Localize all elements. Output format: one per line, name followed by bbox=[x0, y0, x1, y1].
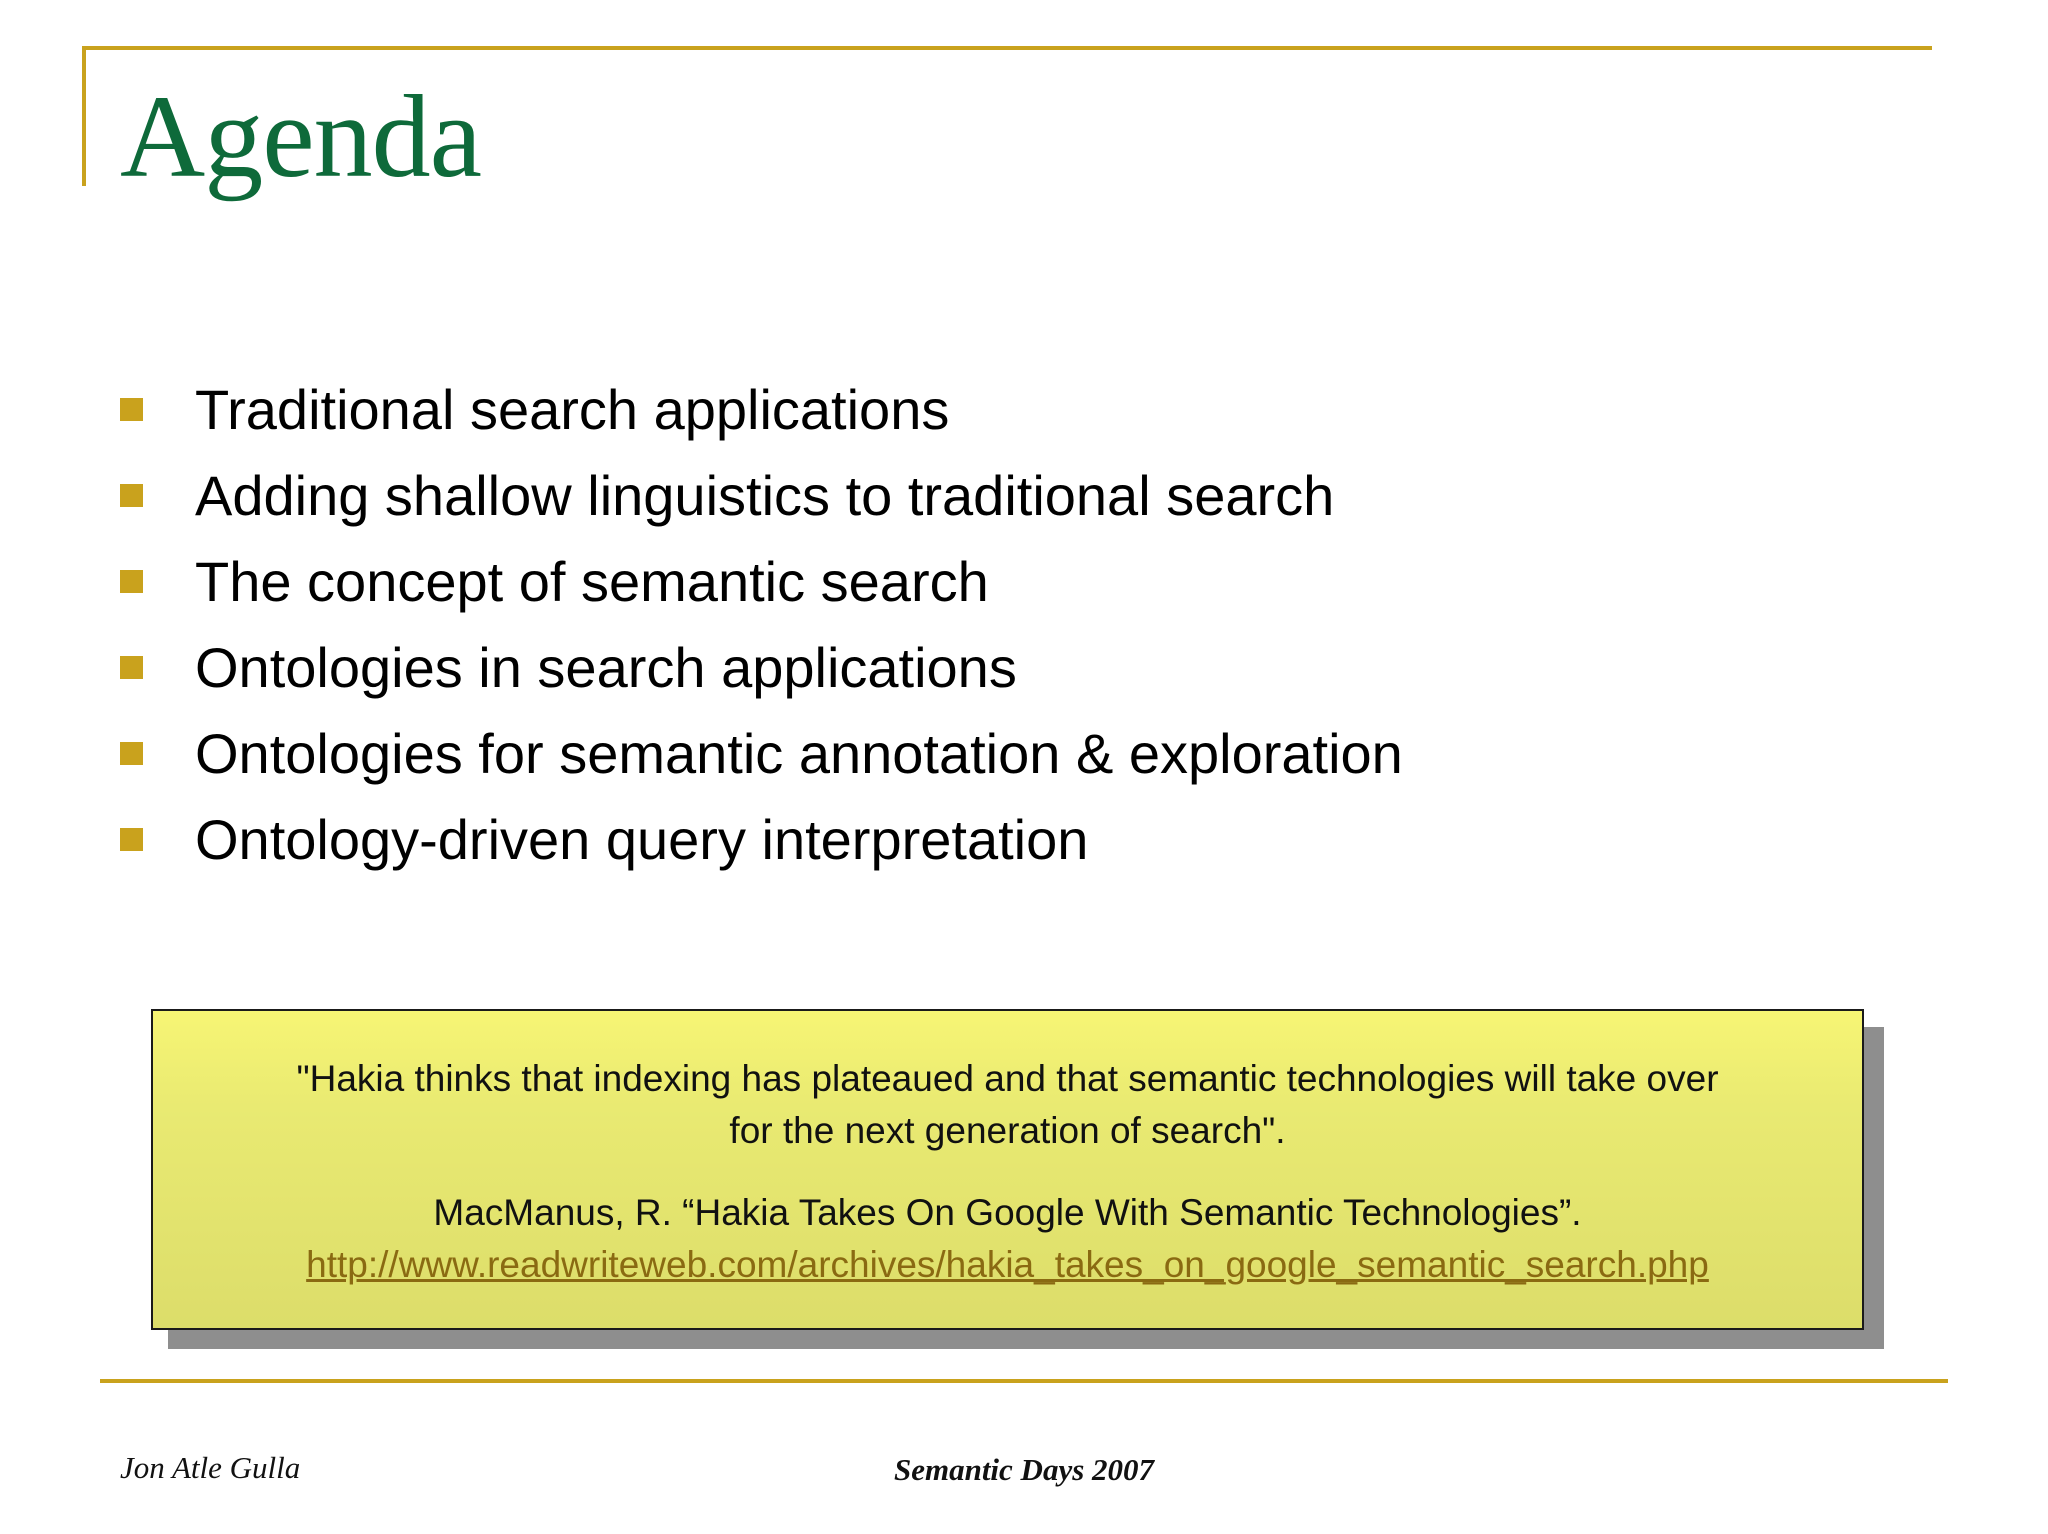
square-bullet-icon bbox=[120, 484, 143, 507]
quote-citation bbox=[213, 1187, 1802, 1291]
citation-link[interactable]: http://www.readwriteweb.com/archives/hakia_takes_on_google_semantic_search.php bbox=[306, 1244, 1709, 1285]
agenda-item bbox=[120, 796, 1403, 882]
square-bullet-icon bbox=[120, 742, 143, 765]
agenda-item-label: Traditional search applications bbox=[195, 377, 950, 441]
title-frame-top-rule bbox=[82, 46, 1932, 50]
footer-event: Semantic Days 2007 bbox=[893, 1452, 1155, 1487]
agenda-item bbox=[120, 452, 1403, 538]
square-bullet-icon bbox=[120, 398, 143, 421]
title-frame-left-rule bbox=[82, 46, 86, 186]
square-bullet-icon bbox=[120, 570, 143, 593]
quote-text-line: "Hakia thinks that indexing has plateaued and that semantic technologies will take over bbox=[296, 1058, 1719, 1099]
footer-rule bbox=[100, 1379, 1948, 1383]
agenda-item-label: The concept of semantic search bbox=[195, 549, 989, 613]
agenda-item-label: Adding shallow linguistics to traditional search bbox=[195, 463, 1335, 527]
quote-box bbox=[151, 1009, 1864, 1330]
quote-text-line: for the next generation of search". bbox=[729, 1110, 1286, 1151]
slide-title: Agenda bbox=[120, 71, 481, 202]
quote-text bbox=[213, 1053, 1802, 1157]
agenda-item-label: Ontologies in search applications bbox=[195, 635, 1017, 699]
square-bullet-icon bbox=[120, 828, 143, 851]
agenda-item-label: Ontologies for semantic annotation & exploration bbox=[195, 721, 1403, 785]
agenda-item-label: Ontology-driven query interpretation bbox=[195, 807, 1089, 871]
agenda-item bbox=[120, 366, 1403, 452]
square-bullet-icon bbox=[120, 656, 143, 679]
footer-author: Jon Atle Gulla bbox=[120, 1450, 301, 1485]
citation-text: MacManus, R. “Hakia Takes On Google With Semantic Technologies”. bbox=[433, 1192, 1582, 1233]
agenda-list bbox=[120, 366, 1403, 882]
agenda-item bbox=[120, 624, 1403, 710]
agenda-item bbox=[120, 710, 1403, 796]
agenda-item bbox=[120, 538, 1403, 624]
